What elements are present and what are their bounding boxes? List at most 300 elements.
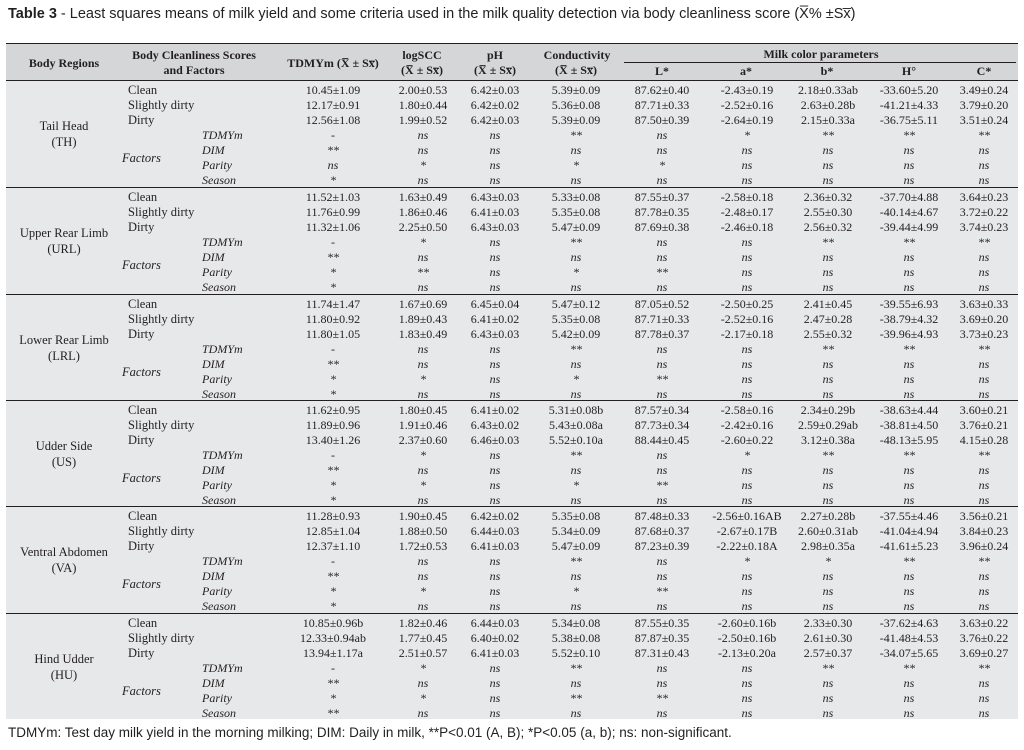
factors-group-label: Factors <box>122 258 161 273</box>
table-cell: ns <box>741 584 753 599</box>
table-cell: * <box>573 265 579 280</box>
table-cell: ns <box>656 462 668 477</box>
factor-label: DIM <box>202 250 225 265</box>
score-label: Clean <box>128 615 158 630</box>
table-cell: 2.57±0.37 <box>803 645 853 660</box>
table-cell: ns <box>417 569 429 584</box>
table-cell: ns <box>822 356 834 371</box>
table-cell: ns <box>978 569 990 584</box>
table-cell: ns <box>489 280 501 295</box>
table-row <box>6 539 1018 554</box>
table-cell: ns <box>489 690 501 705</box>
table-cell: ns <box>417 554 429 569</box>
table-cell: ns <box>656 447 668 462</box>
table-cell: * <box>420 447 426 462</box>
table-cell: ** <box>822 447 834 462</box>
header-logscc: logSCC <box>402 48 442 62</box>
table-cell: 6.42±0.03 <box>470 113 520 127</box>
table-cell: ** <box>656 690 668 705</box>
table-cell: 11.89±0.96 <box>305 417 361 432</box>
table-cell: ** <box>570 554 582 569</box>
table-cell: ns <box>903 584 915 599</box>
header-milk-color: Milk color parameters <box>763 47 879 61</box>
table-header <box>6 43 1018 81</box>
table-cell: ns <box>978 477 990 492</box>
table-cell: ns <box>570 280 582 295</box>
table-cell: 87.87±0.35 <box>634 630 690 645</box>
table-cell: -2.48±0.17 <box>720 205 774 220</box>
table-cell: 11.32±1.06 <box>305 220 361 235</box>
table-cell: ns <box>978 386 990 401</box>
table-cell: 5.47±0.09 <box>551 220 601 235</box>
table-cell: * <box>420 660 426 675</box>
table-cell: 13.94±1.17a <box>303 645 363 660</box>
table-cell: -39.55±6.93 <box>879 296 939 311</box>
table-cell: ns <box>741 660 753 675</box>
table-cell: ns <box>417 356 429 371</box>
table-cell: -2.60±0.22 <box>720 432 774 447</box>
table-cell: ns <box>656 128 668 142</box>
table-cell: ns <box>741 341 753 356</box>
table-cell: 1.72±0.53 <box>398 539 448 554</box>
table-cell: * <box>825 554 831 569</box>
table-cell: 11.28±0.93 <box>305 509 361 524</box>
table-cell: ns <box>741 356 753 371</box>
header-color-a: a* <box>740 64 752 78</box>
table-cell: ns <box>903 265 915 280</box>
table-cell: 2.27±0.28b <box>800 509 856 524</box>
table-cell: -41.61±5.23 <box>879 539 939 554</box>
table-cell: ns <box>417 599 429 614</box>
region-abbr: (URL) <box>47 242 81 257</box>
table-cell: 3.64±0.23 <box>959 190 1009 205</box>
table-cell: ** <box>327 569 339 584</box>
table-cell: ns <box>656 569 668 584</box>
table-cell: ns <box>489 235 501 250</box>
table-cell: - <box>331 447 335 462</box>
table-cell: 13.40±1.26 <box>305 432 361 447</box>
table-cell: 3.72±0.22 <box>959 205 1009 220</box>
table-cell: 12.37±1.10 <box>305 539 361 554</box>
region-abbr: (LRL) <box>48 348 80 363</box>
table-cell: 87.57±0.34 <box>634 402 690 417</box>
table-cell: 12.85±1.04 <box>305 524 361 539</box>
table-cell: ns <box>978 280 990 295</box>
table-cell: ** <box>903 235 915 250</box>
table-cell: ns <box>978 265 990 280</box>
table-cell: ns <box>417 492 429 507</box>
table-cell: 2.98±0.35a <box>801 539 855 554</box>
factor-label: Season <box>202 599 236 614</box>
table-cell: ns <box>903 356 915 371</box>
table-cell: ** <box>903 447 915 462</box>
table-cell: 6.42±0.02 <box>470 509 520 524</box>
results-table <box>6 43 1018 719</box>
table-cell: ns <box>741 371 753 386</box>
table-cell: 1.80±0.44 <box>398 98 448 112</box>
table-cell: -2.50±0.16b <box>717 630 777 645</box>
table-cell: 87.23±0.39 <box>634 539 690 554</box>
header-scores-line2: and Factors <box>163 63 225 77</box>
table-cell: 1.82±0.46 <box>398 615 448 630</box>
table-cell: ns <box>489 356 501 371</box>
table-cell: ns <box>489 492 501 507</box>
region-name: Udder Side <box>35 438 93 453</box>
table-cell: ns <box>822 690 834 705</box>
table-cell: -2.22±0.18A <box>716 539 778 554</box>
table-cell: -41.21±4.33 <box>879 98 939 112</box>
table-cell: ns <box>822 675 834 690</box>
table-row <box>6 235 1018 250</box>
table-cell: * <box>744 128 750 142</box>
table-cell: ns <box>741 173 753 187</box>
table-cell: 6.42±0.02 <box>470 98 520 112</box>
factor-label: Season <box>202 386 236 401</box>
table-cell: ns <box>656 173 668 187</box>
table-cell: ns <box>417 341 429 356</box>
table-cell: * <box>420 584 426 599</box>
table-cell: ns <box>570 675 582 690</box>
table-cell: ns <box>741 599 753 614</box>
table-cell: ns <box>489 584 501 599</box>
table-cell: ** <box>656 477 668 492</box>
table-cell: * <box>330 690 336 705</box>
table-row <box>6 158 1018 173</box>
table-cell: 3.63±0.33 <box>959 296 1009 311</box>
table-cell: 1.83±0.49 <box>398 326 448 341</box>
table-cell: 6.41±0.03 <box>470 539 520 554</box>
table-cell: ns <box>489 554 501 569</box>
table-cell: ns <box>656 660 668 675</box>
header-body-regions: Body Regions <box>28 56 100 70</box>
table-cell: 87.50±0.39 <box>634 113 690 127</box>
table-cell: 5.52±0.10 <box>551 645 601 660</box>
score-label: Slightly dirty <box>128 205 195 220</box>
table-cell: -38.79±4.32 <box>879 311 939 326</box>
section-us <box>6 400 1018 506</box>
table-cell: 1.91±0.46 <box>398 417 448 432</box>
table-cell: ns <box>417 462 429 477</box>
table-cell: ns <box>903 173 915 187</box>
table-cell: 2.25±0.50 <box>398 220 448 235</box>
table-cell: 3.12±0.38a <box>801 432 855 447</box>
table-cell: 6.43±0.02 <box>470 417 520 432</box>
table-cell: -2.17±0.18 <box>720 326 774 341</box>
table-row <box>6 616 1018 631</box>
table-cell: ns <box>489 128 501 142</box>
table-cell: 2.41±0.45 <box>803 296 853 311</box>
table-cell: ns <box>978 371 990 386</box>
table-cell: ns <box>741 705 753 720</box>
table-cell: ns <box>741 386 753 401</box>
table-cell: 6.43±0.03 <box>470 220 520 235</box>
table-cell: -2.67±0.17B <box>716 524 778 539</box>
table-cell: ns <box>822 280 834 295</box>
table-cell: -48.13±5.95 <box>879 432 939 447</box>
table-cell: 10.85±0.96b <box>302 615 364 630</box>
table-cell: ** <box>978 341 990 356</box>
table-cell: ** <box>417 265 429 280</box>
table-cell: ** <box>978 660 990 675</box>
table-cell: -37.70±4.88 <box>879 190 939 205</box>
table-cell: ns <box>570 173 582 187</box>
table-cell: ** <box>570 235 582 250</box>
factors-group-label: Factors <box>122 577 161 592</box>
table-cell: 2.15±0.33a <box>801 113 855 127</box>
table-cell: ns <box>903 599 915 614</box>
table-cell: 6.41±0.02 <box>470 311 520 326</box>
table-cell: 3.69±0.27 <box>959 645 1009 660</box>
table-cell: ** <box>656 265 668 280</box>
table-cell: ns <box>822 492 834 507</box>
section-hu <box>6 613 1018 719</box>
table-cell: ns <box>570 356 582 371</box>
table-cell: ns <box>978 250 990 265</box>
factor-label: TDMYm <box>202 235 243 250</box>
table-cell: ns <box>570 250 582 265</box>
table-cell: 3.60±0.21 <box>959 402 1009 417</box>
factor-label: Season <box>202 173 236 187</box>
table-cell: 3.73±0.23 <box>959 326 1009 341</box>
table-cell: ** <box>327 675 339 690</box>
table-row <box>6 676 1018 691</box>
table-cell: 87.48±0.33 <box>634 509 690 524</box>
table-cell: 1.77±0.45 <box>398 630 448 645</box>
table-cell: 5.35±0.08 <box>551 205 601 220</box>
table-cell: ns <box>822 569 834 584</box>
table-cell: ns <box>656 492 668 507</box>
table-cell: * <box>420 158 426 172</box>
table-cell: * <box>330 371 336 386</box>
score-label: Dirty <box>128 220 155 235</box>
table-cell: ns <box>656 554 668 569</box>
table-cell: 5.31±0.08b <box>548 402 604 417</box>
table-cell: 6.40±0.02 <box>470 630 520 645</box>
table-row <box>6 509 1018 524</box>
table-cell: ns <box>903 675 915 690</box>
table-cell: 87.55±0.37 <box>634 190 690 205</box>
table-cell: 3.76±0.22 <box>959 630 1009 645</box>
table-cell: 87.73±0.34 <box>634 417 690 432</box>
table-cell: ns <box>822 705 834 720</box>
table-cell: -36.75±5.11 <box>879 113 939 127</box>
table-cell: ns <box>822 250 834 265</box>
table-cell: 6.46±0.03 <box>470 432 520 447</box>
table-cell: -34.07±5.65 <box>879 645 939 660</box>
table-cell: 12.17±0.91 <box>305 98 361 112</box>
table-cell: ns <box>741 690 753 705</box>
table-cell: 3.84±0.23 <box>959 524 1009 539</box>
table-row <box>6 98 1018 113</box>
table-cell: ns <box>417 675 429 690</box>
table-cell: 2.51±0.57 <box>398 645 448 660</box>
factors-group-label: Factors <box>122 364 161 379</box>
table-row <box>6 403 1018 418</box>
header-ph-unit: (X̅ ± Sx̅) <box>474 63 516 77</box>
table-cell: 12.56±1.08 <box>305 113 361 127</box>
table-cell: 2.34±0.29b <box>800 402 856 417</box>
table-cell: ns <box>489 660 501 675</box>
factor-label: Parity <box>202 158 232 172</box>
factor-label: TDMYm <box>202 554 243 569</box>
score-label: Dirty <box>128 326 155 341</box>
table-row <box>6 250 1018 265</box>
table-cell: ns <box>978 690 990 705</box>
table-cell: 5.33±0.08 <box>551 190 601 205</box>
table-cell: ns <box>489 173 501 187</box>
factor-label: Season <box>202 705 236 720</box>
table-cell: ns <box>822 599 834 614</box>
table-cell: 3.74±0.23 <box>959 220 1009 235</box>
table-cell: 3.79±0.20 <box>959 98 1009 112</box>
table-cell: ns <box>822 386 834 401</box>
factor-label: TDMYm <box>202 660 243 675</box>
table-row <box>6 143 1018 158</box>
section-th <box>6 81 1018 187</box>
table-cell: ns <box>822 173 834 187</box>
table-row <box>6 113 1018 128</box>
table-cell: ns <box>978 705 990 720</box>
table-cell: ns <box>741 265 753 280</box>
header-color-l: L* <box>654 64 669 78</box>
table-row <box>6 220 1018 235</box>
table-cell: -38.63±4.44 <box>879 402 939 417</box>
header-conductivity: Conductivity <box>543 48 611 62</box>
table-cell: -2.52±0.16 <box>720 311 774 326</box>
table-row <box>6 83 1018 98</box>
table-cell: 5.35±0.08 <box>551 509 601 524</box>
table-cell: 5.47±0.09 <box>551 539 601 554</box>
table-cell: ** <box>903 554 915 569</box>
table-cell: ns <box>741 492 753 507</box>
table-cell: ns <box>903 492 915 507</box>
table-cell: ns <box>978 584 990 599</box>
factor-label: DIM <box>202 675 225 690</box>
table-cell: ** <box>656 584 668 599</box>
factors-group-label: Factors <box>122 470 161 485</box>
table-cell: 3.51±0.24 <box>959 113 1009 127</box>
table-cell: -2.43±0.19 <box>720 83 774 97</box>
header-scores-line1: Body Cleanliness Scores <box>132 48 256 62</box>
table-cell: * <box>420 371 426 386</box>
table-cell: 5.47±0.12 <box>551 296 601 311</box>
table-cell: -2.56±0.16AB <box>712 509 782 524</box>
table-row <box>6 327 1018 342</box>
table-cell: ns <box>903 690 915 705</box>
table-cell: - <box>331 660 335 675</box>
table-row <box>6 357 1018 372</box>
region-name: Hind Udder <box>34 651 94 666</box>
table-cell: ns <box>903 386 915 401</box>
table-cell: 6.44±0.03 <box>470 524 520 539</box>
table-row <box>6 433 1018 448</box>
table-cell: * <box>330 492 336 507</box>
table-cell: * <box>330 599 336 614</box>
table-row <box>6 691 1018 706</box>
table-row <box>6 706 1018 721</box>
table-cell: * <box>744 447 750 462</box>
table-cell: * <box>573 584 579 599</box>
table-row <box>6 524 1018 539</box>
table-cell: 2.60±0.31ab <box>798 524 858 539</box>
factor-label: Season <box>202 280 236 295</box>
table-cell: ns <box>570 386 582 401</box>
table-cell: ns <box>978 675 990 690</box>
table-cell: 2.00±0.53 <box>398 83 448 97</box>
table-cell: 6.43±0.03 <box>470 190 520 205</box>
table-cell: ns <box>656 280 668 295</box>
table-cell: 3.76±0.21 <box>959 417 1009 432</box>
table-cell: -2.64±0.19 <box>720 113 774 127</box>
header-milk-color-rule <box>624 62 1016 63</box>
table-cell: -2.60±0.16b <box>717 615 777 630</box>
factor-label: Season <box>202 492 236 507</box>
table-cell: ** <box>327 705 339 720</box>
table-cell: ** <box>327 250 339 265</box>
table-cell: 87.78±0.35 <box>634 205 690 220</box>
region-name: Lower Rear Limb <box>19 332 109 347</box>
table-cell: 1.67±0.69 <box>398 296 448 311</box>
table-row <box>6 463 1018 478</box>
table-cell: 87.31±0.43 <box>634 645 690 660</box>
table-cell: 1.90±0.45 <box>398 509 448 524</box>
header-logscc-unit: (X̅ ± Sx̅) <box>401 63 443 77</box>
table-cell: ** <box>327 462 339 477</box>
table-cell: -41.04±4.94 <box>879 524 939 539</box>
table-cell: ** <box>570 128 582 142</box>
table-cell: ** <box>978 128 990 142</box>
table-cell: ns <box>741 280 753 295</box>
table-cell: 5.39±0.09 <box>551 83 601 97</box>
table-cell: ns <box>570 143 582 157</box>
table-cell: 4.15±0.28 <box>959 432 1009 447</box>
table-cell: 2.55±0.30 <box>803 205 853 220</box>
table-cell: 11.76±0.99 <box>305 205 361 220</box>
table-cell: 5.42±0.09 <box>551 326 601 341</box>
table-cell: ns <box>417 250 429 265</box>
table-cell: 5.52±0.10a <box>549 432 603 447</box>
table-cell: 87.69±0.38 <box>634 220 690 235</box>
table-row <box>6 372 1018 387</box>
table-cell: ns <box>741 569 753 584</box>
factor-label: Parity <box>202 584 232 599</box>
table-cell: ns <box>978 158 990 172</box>
table-cell: ns <box>570 705 582 720</box>
table-cell: ns <box>489 371 501 386</box>
table-cell: ns <box>489 341 501 356</box>
table-cell: 2.47±0.28 <box>803 311 853 326</box>
table-row <box>6 661 1018 676</box>
table-row <box>6 190 1018 205</box>
table-cell: ns <box>903 143 915 157</box>
table-cell: * <box>420 477 426 492</box>
table-cell: 87.71±0.33 <box>634 311 690 326</box>
table-cell: * <box>330 265 336 280</box>
table-cell: ns <box>417 143 429 157</box>
score-label: Dirty <box>128 113 155 127</box>
factor-label: Parity <box>202 265 232 280</box>
table-cell: - <box>331 341 335 356</box>
table-cell: * <box>330 173 336 187</box>
table-cell: ns <box>656 705 668 720</box>
table-cell: 6.42±0.03 <box>470 83 520 97</box>
table-cell: 3.63±0.22 <box>959 615 1009 630</box>
table-cell: ** <box>903 341 915 356</box>
table-cell: 3.56±0.21 <box>959 509 1009 524</box>
table-cell: -2.50±0.25 <box>720 296 774 311</box>
table-cell: ** <box>822 128 834 142</box>
table-cell: ns <box>903 371 915 386</box>
